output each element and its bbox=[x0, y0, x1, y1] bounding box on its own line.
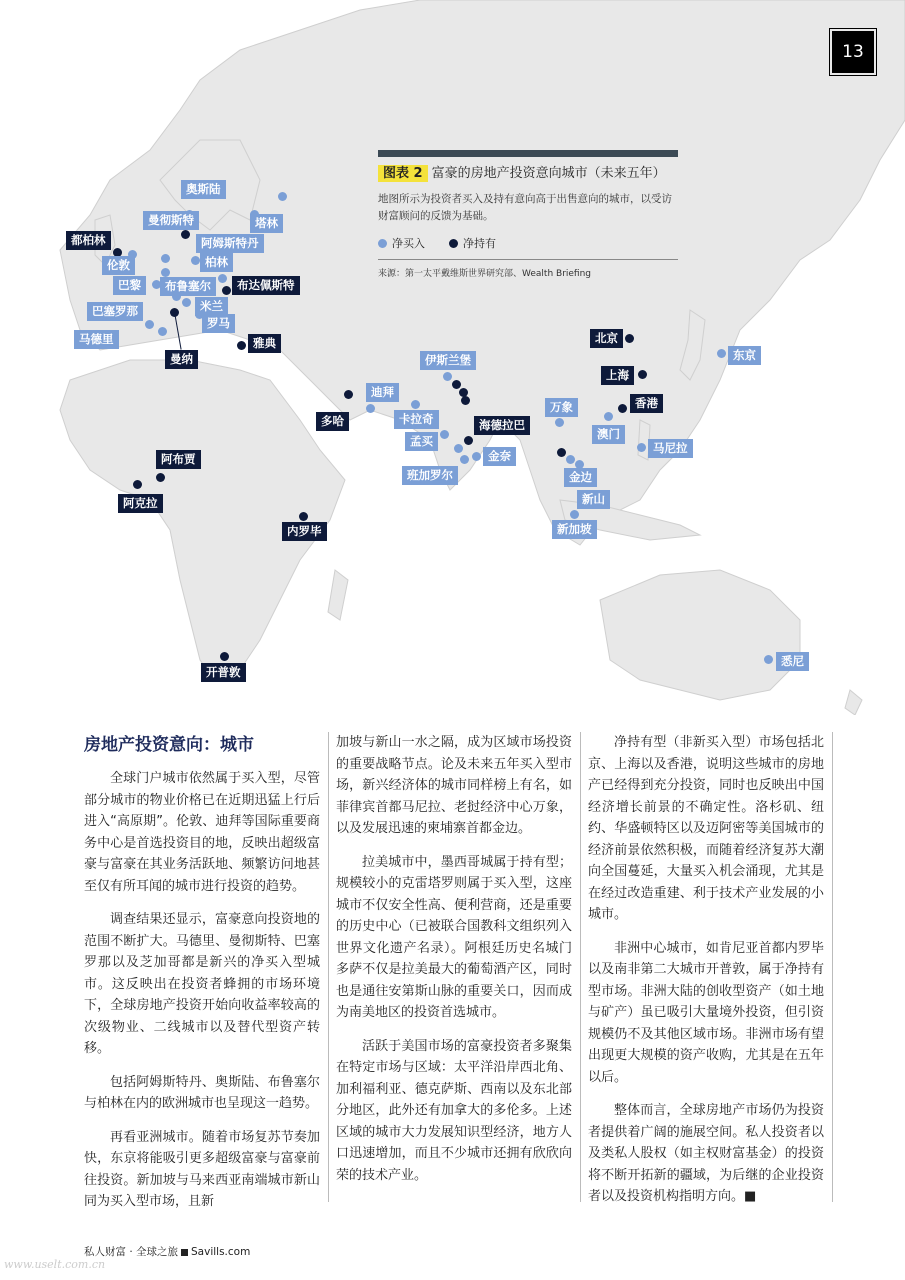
paragraph: 加坡与新山一水之隔，成为区域市场投资的重要战略节点。论及未来五年买入型市场，新兴经济体的城市同样榜上有名，如菲律宾首都马尼拉、老挝经济中心万象，以及发展迅速的柬埔寨首都金边。 bbox=[336, 735, 572, 836]
city-label-capetown: 开普敦 bbox=[201, 663, 246, 682]
article-column-1 bbox=[84, 732, 320, 1225]
city-label-nairobi: 内罗毕 bbox=[282, 522, 327, 541]
city-label-budapest: 布达佩斯特 bbox=[232, 276, 300, 295]
city-dot-accra bbox=[133, 480, 142, 489]
chart-legend-box bbox=[378, 150, 678, 279]
city-label-berlin: 柏林 bbox=[200, 253, 233, 272]
city-label-doha: 多哈 bbox=[316, 412, 349, 431]
city-label-manila: 马尼拉 bbox=[648, 439, 693, 458]
paragraph: 包括阿姆斯特丹、奥斯陆、布鲁塞尔与柏林在内的欧洲城市也呈现这一趋势。 bbox=[84, 1074, 320, 1111]
column-divider bbox=[832, 732, 833, 1202]
city-label-london: 伦敦 bbox=[102, 256, 135, 275]
city-label-madrid: 马德里 bbox=[74, 330, 119, 349]
city-label-abuja: 阿布贾 bbox=[156, 450, 201, 469]
city-dot-capetown bbox=[220, 652, 229, 661]
paragraph: 非洲中心城市，如肯尼亚首都内罗毕以及南非第二大城市开普敦，属于净持有型市场。非洲大陆的创收型资产（如土地与矿产）虽已吸引大量境外投资，但引资规模仍不及其他区域市场。非洲市场有望出现更大规模的资产收购，尤其是在五年以后。 bbox=[588, 940, 824, 1085]
city-label-brussels: 布鲁塞尔 bbox=[160, 277, 216, 296]
city-label-mumbai: 孟买 bbox=[405, 432, 438, 451]
article-column-3 bbox=[588, 732, 824, 1220]
city-dot-beijing bbox=[625, 334, 634, 343]
city-dot-phnompenh-h bbox=[557, 448, 566, 457]
legend-top-bar bbox=[378, 150, 678, 157]
city-dot-delhi2 bbox=[461, 396, 470, 405]
city-dot-barcelona bbox=[145, 320, 154, 329]
city-label-beijing: 北京 bbox=[590, 329, 623, 348]
city-dot-islamabad-h bbox=[452, 380, 461, 389]
column-divider bbox=[328, 732, 329, 1202]
city-dot-islamabad bbox=[443, 372, 452, 381]
net-buy-label: 净买入 bbox=[392, 237, 425, 250]
figure-source: 来源：第一太平戴维斯世界研究部、Wealth Briefing bbox=[378, 269, 592, 279]
paragraph: 整体而言，全球房地产市场仍为投资者提供着广阔的施展空间。私人投资者以及类私人股权（如主权财富基金）的投资将不断开拓新的疆域，为后继的企业投资者以及投资机构指明方向。■ bbox=[588, 1103, 824, 1204]
paragraph: 拉美城市中，墨西哥城属于持有型；规模较小的克雷塔罗则属于买入型，这座城市不仅安全性高、便利营商，还是重要的历史中心（已被联合国教科文组织列入世界文化遗产名录）。阿根廷历史名城门多萨不仅是拉美最大的葡萄酒产区，同时也是通往安第斯山脉的重要关口，因而成为南美地区的投资首选城市。 bbox=[336, 854, 572, 1020]
paragraph: 全球门户城市依然属于买入型，尽管部分城市的物业价格已在近期迅猛上行后进入“高原期”。伦敦、迪拜等国际重要商务中心是首选投资目的地，反映出超级富豪与富豪在其业务活跃地、频繁访问地甚至仅有所耳闻的城市进行投资的趋势。 bbox=[84, 771, 320, 894]
figure-description: 地图所示为投资者买入及持有意向高于出售意向的城市，以受访财富顾问的反馈为基础。 bbox=[378, 193, 672, 222]
footer-website: Savills.com bbox=[191, 1246, 251, 1258]
watermark: www.uselt.com.cn bbox=[4, 1258, 106, 1271]
city-label-paris: 巴黎 bbox=[113, 276, 146, 295]
city-dot-tokyo bbox=[717, 349, 726, 358]
city-label-oslo: 奥斯陆 bbox=[181, 180, 226, 199]
legend-title bbox=[378, 165, 678, 183]
city-dot-tallinn bbox=[278, 192, 287, 201]
city-label-barcelona: 巴塞罗那 bbox=[87, 302, 143, 321]
city-dot-milan bbox=[182, 298, 191, 307]
city-dot-berlin bbox=[191, 256, 200, 265]
city-label-milan: 米兰 bbox=[195, 297, 228, 316]
city-dot-amsterdam bbox=[181, 230, 190, 239]
city-dot-doha-h bbox=[344, 390, 353, 399]
article-body bbox=[84, 732, 834, 1207]
city-dot-bangkok bbox=[555, 418, 564, 427]
city-dot-xinshan bbox=[570, 510, 579, 519]
article-column-2 bbox=[336, 732, 572, 1198]
city-label-geneva: 曼纳 bbox=[165, 350, 198, 369]
city-dot-hongkong bbox=[618, 404, 627, 413]
column-divider bbox=[580, 732, 581, 1202]
city-label-dubai: 迪拜 bbox=[366, 383, 399, 402]
article-heading: 房地产投资意向：城市 bbox=[84, 735, 254, 755]
city-label-hongkong: 香港 bbox=[630, 394, 663, 413]
city-dot-mumbai2 bbox=[454, 444, 463, 453]
city-dot-bangalore bbox=[460, 455, 469, 464]
footer-square-icon bbox=[181, 1249, 188, 1256]
city-dot-athens bbox=[237, 341, 246, 350]
city-label-chennai: 金奈 bbox=[483, 447, 516, 466]
legend-divider bbox=[378, 259, 678, 260]
city-dot-shanghai bbox=[638, 370, 647, 379]
city-dot-phnompenh bbox=[566, 455, 575, 464]
city-label-macau: 澳门 bbox=[592, 425, 625, 444]
city-dot-sydney bbox=[764, 655, 773, 664]
legend-key-net-buy bbox=[378, 235, 425, 251]
city-label-dublin: 都柏林 bbox=[66, 231, 111, 250]
net-hold-label: 净持有 bbox=[463, 237, 496, 250]
city-label-accra: 阿克拉 bbox=[118, 494, 163, 513]
city-dot-london bbox=[161, 254, 170, 263]
net-hold-dot-icon bbox=[449, 239, 458, 248]
city-dot-chennai bbox=[472, 452, 481, 461]
city-label-bangkok: 万象 bbox=[545, 398, 578, 417]
city-label-sydney: 悉尼 bbox=[776, 652, 809, 671]
city-dot-karachi bbox=[411, 400, 420, 409]
city-label-bangalore: 班加罗尔 bbox=[402, 466, 458, 485]
city-dot-mumbai bbox=[440, 430, 449, 439]
city-label-kualalumpur: 金边 bbox=[564, 468, 597, 487]
city-dot-madrid bbox=[158, 327, 167, 336]
legend-keys bbox=[378, 235, 678, 251]
city-dot-manila bbox=[637, 443, 646, 452]
figure-title: 富豪的房地产投资意向城市（未来五年） bbox=[431, 166, 666, 181]
city-label-tokyo: 东京 bbox=[728, 346, 761, 365]
paragraph: 活跃于美国市场的富豪投资者多聚集在特定市场与区域：太平洋沿岸西北角、加利福利亚、德克萨斯、西南以及东北部分地区，此外还有加拿大的多伦多。上述区域的城市大力发展知识型经济，地方人口迅速增加，而且不少城市还拥有欣欣向荣的技术产业。 bbox=[336, 1038, 572, 1183]
paragraph: 再看亚洲城市。随着市场复苏节奏加快，东京将能吸引更多超级富豪与富豪前往投资。新加坡与马来西亚南端城市新山同为买入型市场，且新 bbox=[84, 1129, 320, 1209]
city-label-hyderabad: 海德拉巴 bbox=[474, 416, 530, 435]
city-dot-budapest-b bbox=[218, 274, 227, 283]
page-footer bbox=[84, 1244, 250, 1259]
city-label-athens: 雅典 bbox=[248, 334, 281, 353]
city-dot-macau bbox=[604, 412, 613, 421]
city-label-singapore: 新加坡 bbox=[552, 520, 597, 539]
city-label-shanghai: 上海 bbox=[601, 366, 634, 385]
net-buy-dot-icon bbox=[378, 239, 387, 248]
legend-key-net-hold bbox=[449, 235, 496, 251]
city-label-islamabad: 伊斯兰堡 bbox=[420, 351, 476, 370]
city-dot-budapest bbox=[222, 286, 231, 295]
city-label-rome: 罗马 bbox=[202, 314, 235, 333]
footer-publication: 私人财富 · 全球之旅 bbox=[84, 1246, 179, 1258]
city-dot-dubai bbox=[366, 404, 375, 413]
city-label-karachi: 卡拉奇 bbox=[394, 410, 439, 429]
figure-tag: 图表 2 bbox=[378, 165, 428, 182]
city-label-xinshan: 新山 bbox=[577, 490, 610, 509]
city-label-tallinn: 塔林 bbox=[250, 214, 283, 233]
city-dot-abuja bbox=[156, 473, 165, 482]
paragraph: 调查结果还显示，富豪意向投资地的范围不断扩大。马德里、曼彻斯特、巴塞罗那以及芝加哥都是新兴的净买入型城市。这反映出在投资者蜂拥的市场环境下，全球房地产投资开始向收益率较高的次级物业、二线城市以及替代型资产转移。 bbox=[84, 912, 320, 1056]
paragraph: 净持有型（非新买入型）市场包括北京、上海以及香港，说明这些城市的房地产已经得到充分投资，同时也反映出中国经济增长前景的不确定性。洛杉矶、纽约、华盛顿特区以及迈阿密等美国城市的经济前景依然积极，而随着经济复苏大潮向全国蔓延，大量买入机会涌现，尤其是在经过改造重建、利于技术产业发展的小城市。 bbox=[588, 735, 824, 922]
city-dot-nairobi bbox=[299, 512, 308, 521]
city-dot-brussels bbox=[161, 268, 170, 277]
city-dot-hyderabad bbox=[464, 436, 473, 445]
city-label-manchester: 曼彻斯特 bbox=[143, 211, 199, 230]
city-label-amsterdam: 阿姆斯特丹 bbox=[196, 234, 264, 253]
page-number: 13 bbox=[832, 31, 874, 73]
